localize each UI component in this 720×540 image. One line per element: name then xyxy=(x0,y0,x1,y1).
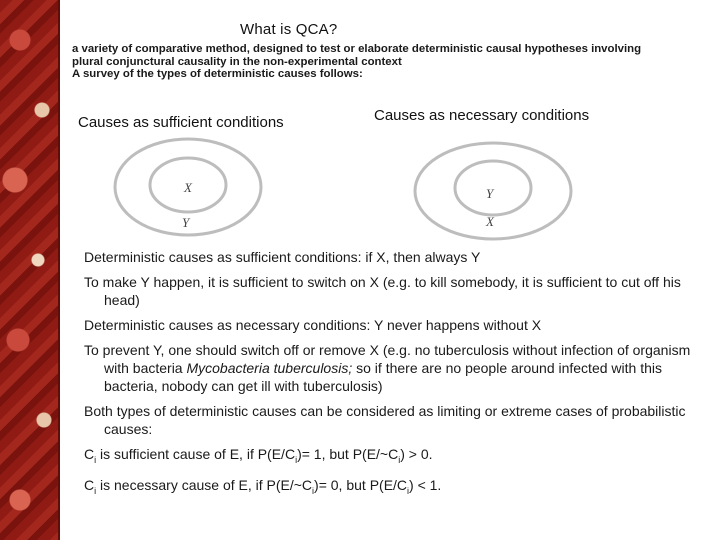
text-run: )= 1, but P(E/~C xyxy=(297,446,399,462)
species-name: Mycobacteria tuberculosis; xyxy=(186,360,353,376)
intro-line-3: A survey of the types of deterministic causes follows: xyxy=(72,68,363,81)
decorative-side-pattern xyxy=(0,0,60,540)
paragraph-sufficient-example: To make Y happen, it is sufficient to switch on X (e.g. to kill somebody, it is sufficient to cut off his head) xyxy=(84,274,681,308)
intro-line-1: a variety of comparative method, designed to test or elaborate deterministic causal hypotheses involving xyxy=(72,43,642,55)
body-text xyxy=(84,248,704,507)
sufficient-diagram xyxy=(113,137,263,237)
text-run: C xyxy=(84,446,95,462)
subscript: i xyxy=(407,485,410,496)
inner-label: X xyxy=(184,180,192,195)
outer-label: Y xyxy=(182,215,190,230)
formula-sufficient xyxy=(84,445,704,469)
paragraph-sufficient-definition: Deterministic causes as sufficient conditions: if X, then always Y xyxy=(84,249,481,265)
formula-necessary xyxy=(84,476,704,500)
necessary-diagram xyxy=(413,141,573,241)
subscript: i xyxy=(312,485,315,496)
text-run: so if there are no people around infected with this bacteria, nobody can get ill with tuberculosis) xyxy=(104,360,662,394)
inner-label: Y xyxy=(486,186,494,201)
subscript: i xyxy=(94,454,97,465)
text-run: To prevent Y, one should switch off or remove X (e.g. no tuberculosis without infection of organism with bacteria xyxy=(84,342,691,376)
paragraph-necessary-example xyxy=(84,341,704,395)
subscript: i xyxy=(94,485,97,496)
outer-label: X xyxy=(486,214,494,229)
subscript: i xyxy=(295,454,298,465)
text-run: is sufficient cause of E, if P(E/C xyxy=(96,446,296,462)
slide-title: What is QCA? xyxy=(240,21,338,38)
subscript: i xyxy=(398,454,401,465)
text-run: ) < 1. xyxy=(409,476,442,493)
sufficient-heading: Causes as sufficient conditions xyxy=(78,114,284,131)
necessary-heading: Causes as necessary conditions xyxy=(374,107,590,124)
intro-line-2: plural conjunctural causality in the non-experimental context xyxy=(72,55,402,68)
text-run: C xyxy=(84,476,95,493)
text-run: is necessary cause of E, if P(E/~C xyxy=(96,476,313,493)
text-run: ) > 0. xyxy=(400,446,433,462)
intro-text xyxy=(72,43,712,81)
paragraph-probabilistic: Both types of deterministic causes can be considered as limiting or extreme cases of probabilistic causes: xyxy=(84,403,686,437)
text-run: )= 0, but P(E/C xyxy=(314,476,408,493)
paragraph-necessary-definition: Deterministic causes as necessary conditions: Y never happens without X xyxy=(84,317,542,333)
